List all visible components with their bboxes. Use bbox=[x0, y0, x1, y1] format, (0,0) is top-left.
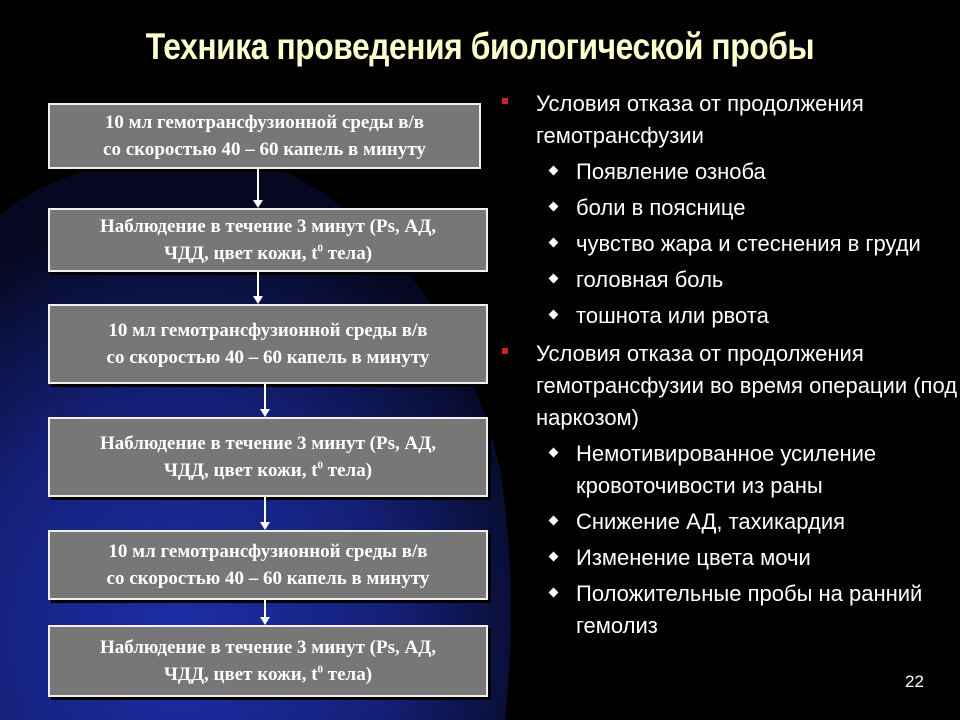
flow-step-observation-2 bbox=[48, 417, 488, 497]
condition-item: боли в пояснице bbox=[498, 192, 958, 224]
flow-arrow bbox=[264, 600, 266, 623]
flow-step-line: 10 мл гемотрансфузионной среды в/в bbox=[108, 320, 428, 341]
flow-step-line-2: ЧДД, цвет кожи, $t^0$ тела) bbox=[163, 663, 373, 685]
condition-item: Изменение цвета мочи bbox=[498, 542, 958, 574]
conditions-list bbox=[498, 88, 958, 642]
flow-step-line: Наблюдение в течение 3 минут (Ps, АД, bbox=[99, 637, 437, 658]
flow-step-line: со скоростью 40 – 60 капель в минуту bbox=[106, 347, 430, 368]
slide-title: Техника проведения биологической пробы bbox=[145, 26, 815, 67]
flow-step-infusion-2 bbox=[48, 304, 488, 384]
diamond-bullet-icon bbox=[549, 552, 559, 562]
condition-item: Положительные пробы на ранний гемолиз bbox=[498, 578, 958, 642]
condition-item: Снижение АД, тахикардия bbox=[498, 506, 958, 538]
flow-arrow bbox=[264, 497, 266, 528]
flow-step-observation-3 bbox=[48, 625, 488, 697]
flow-step-line: 10 мл гемотрансфузионной среды в/в bbox=[108, 541, 428, 562]
condition-heading: Условия отказа от продолжения гемотрансфузии во время операции (под наркозом) bbox=[498, 338, 958, 434]
page-number: 22 bbox=[905, 672, 924, 691]
flow-step-line-2: ЧДД, цвет кожи, $t^0$ тела) bbox=[163, 242, 373, 264]
diamond-bullet-icon bbox=[549, 238, 559, 248]
flow-step-observation-1 bbox=[48, 208, 488, 272]
condition-item: Появление озноба bbox=[498, 156, 958, 188]
flow-arrow bbox=[264, 384, 266, 415]
diamond-bullet-icon bbox=[549, 310, 559, 320]
flow-step-infusion-3 bbox=[48, 530, 488, 600]
diamond-bullet-icon bbox=[549, 588, 559, 598]
flow-step-infusion-1 bbox=[48, 103, 481, 169]
square-bullet-icon bbox=[502, 348, 508, 354]
square-bullet-icon bbox=[502, 98, 508, 104]
condition-item: головная боль bbox=[498, 264, 958, 296]
diamond-bullet-icon bbox=[549, 448, 559, 458]
diamond-bullet-icon bbox=[549, 166, 559, 176]
flow-arrow bbox=[257, 272, 259, 302]
condition-heading: Условия отказа от продолжения гемотрансфузии bbox=[498, 88, 958, 152]
flow-step-line-2: ЧДД, цвет кожи, $t^0$ тела) bbox=[163, 459, 373, 481]
condition-item: Немотивированное усиление кровоточивости из раны bbox=[498, 438, 958, 502]
diamond-bullet-icon bbox=[549, 274, 559, 284]
condition-item: тошнота или рвота bbox=[498, 300, 958, 332]
flow-step-line: со скоростью 40 – 60 капель в минуту bbox=[106, 568, 430, 589]
diamond-bullet-icon bbox=[549, 202, 559, 212]
condition-item: чувство жара и стеснения в груди bbox=[498, 228, 958, 260]
flow-arrow bbox=[257, 169, 259, 206]
flow-step-line: 10 мл гемотрансфузионной среды в/в bbox=[104, 112, 425, 133]
diamond-bullet-icon bbox=[549, 516, 559, 526]
flow-step-line: Наблюдение в течение 3 минут (Ps, АД, bbox=[99, 433, 437, 454]
flow-step-line: со скоростью 40 – 60 капель в минуту bbox=[103, 139, 426, 160]
flow-step-line: Наблюдение в течение 3 минут (Ps, АД, bbox=[99, 216, 437, 237]
